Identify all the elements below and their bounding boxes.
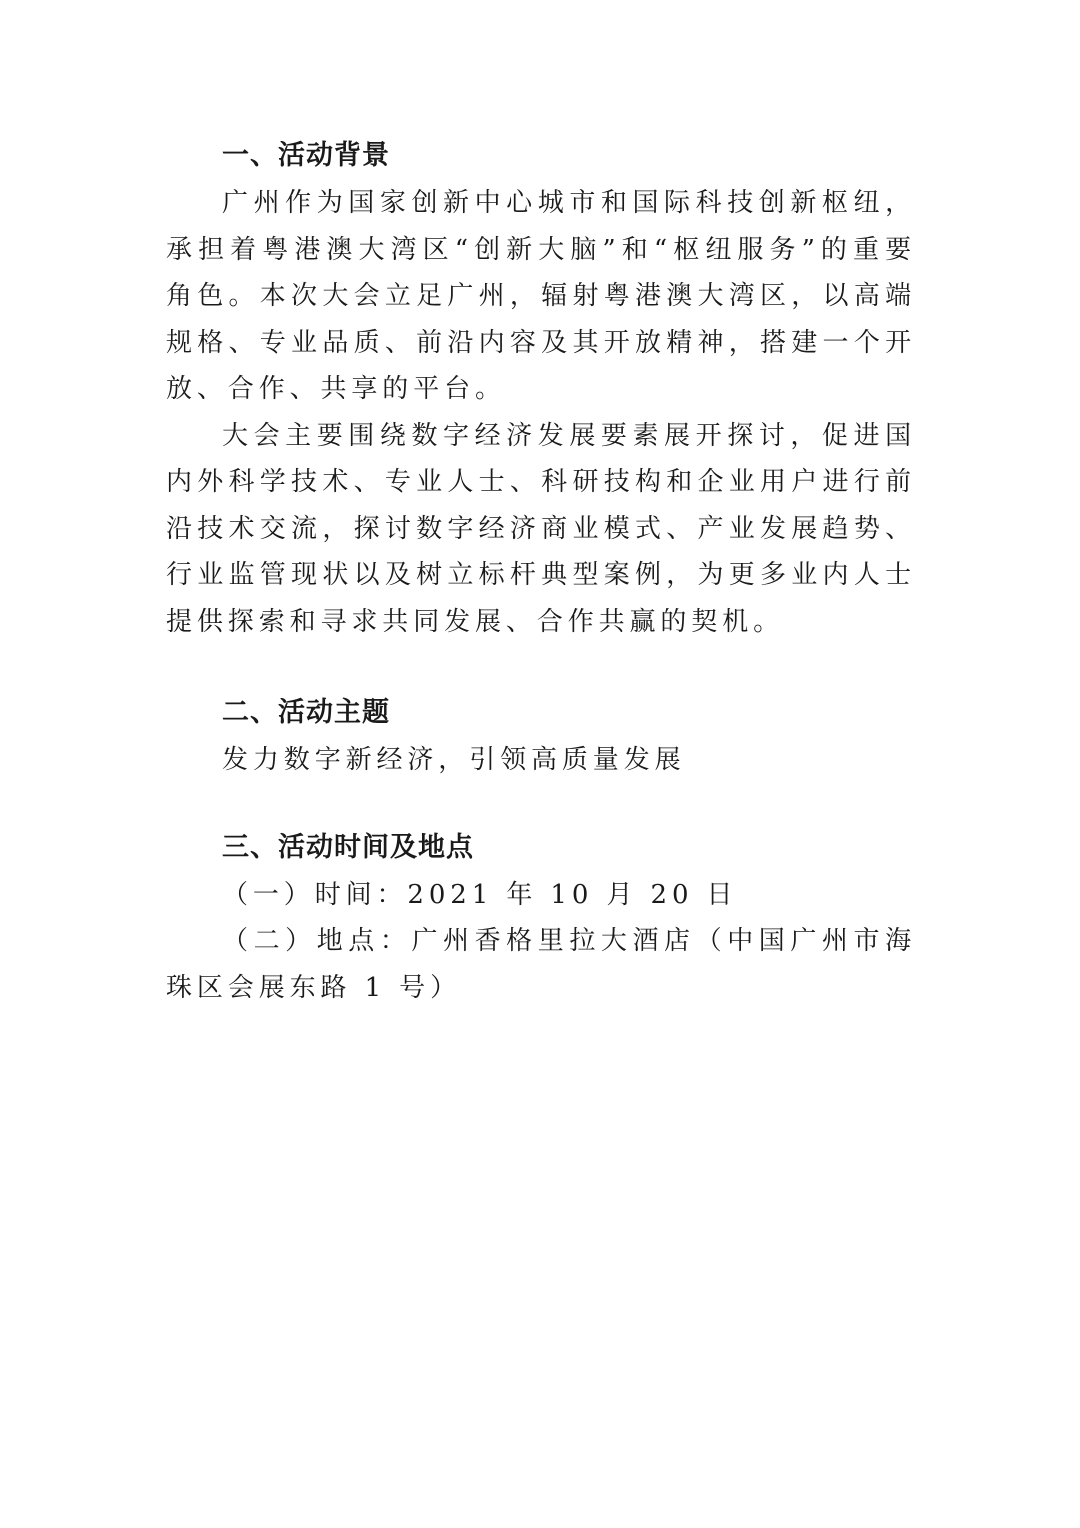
document-page bbox=[166, 132, 916, 1011]
section-spacer bbox=[166, 645, 916, 689]
section-heading: 一、活动背景 bbox=[222, 140, 390, 171]
paragraph-location: （二）地点：广州香格里拉大酒店（中国广州市海珠区会展东路 1 号） bbox=[166, 926, 916, 1003]
section-time-location bbox=[166, 824, 916, 1012]
paragraph-time: （一）时间：2021 年 10 月 20 日 bbox=[222, 879, 738, 910]
section-background bbox=[166, 132, 916, 645]
paragraph: 大会主要围绕数字经济发展要素展开探讨，促进国内外科学技术、专业人士、科研技构和企业用户进行前沿技术交流，探讨数字经济商业模式、产业发展趋势、行业监管现状以及树立标杆典型案例，为更多业内人士提供探索和寻求共同发展、合作共赢的契机。 bbox=[166, 420, 916, 637]
section-spacer bbox=[166, 784, 916, 824]
section-heading: 三、活动时间及地点 bbox=[222, 831, 474, 863]
paragraph: 发力数字新经济，引领高质量发展 bbox=[222, 745, 686, 775]
paragraph: 广州作为国家创新中心城市和国际科技创新枢纽，承担着粤港澳大湾区“创新大脑”和“枢纽服务”的重要角色。本次大会立足广州，辐射粤港澳大湾区，以高端规格、专业品质、前沿内容及其开放精神，搭建一个开放、合作、共享的平台。 bbox=[166, 188, 916, 404]
section-theme bbox=[166, 689, 916, 784]
section-heading: 二、活动主题 bbox=[222, 697, 390, 728]
